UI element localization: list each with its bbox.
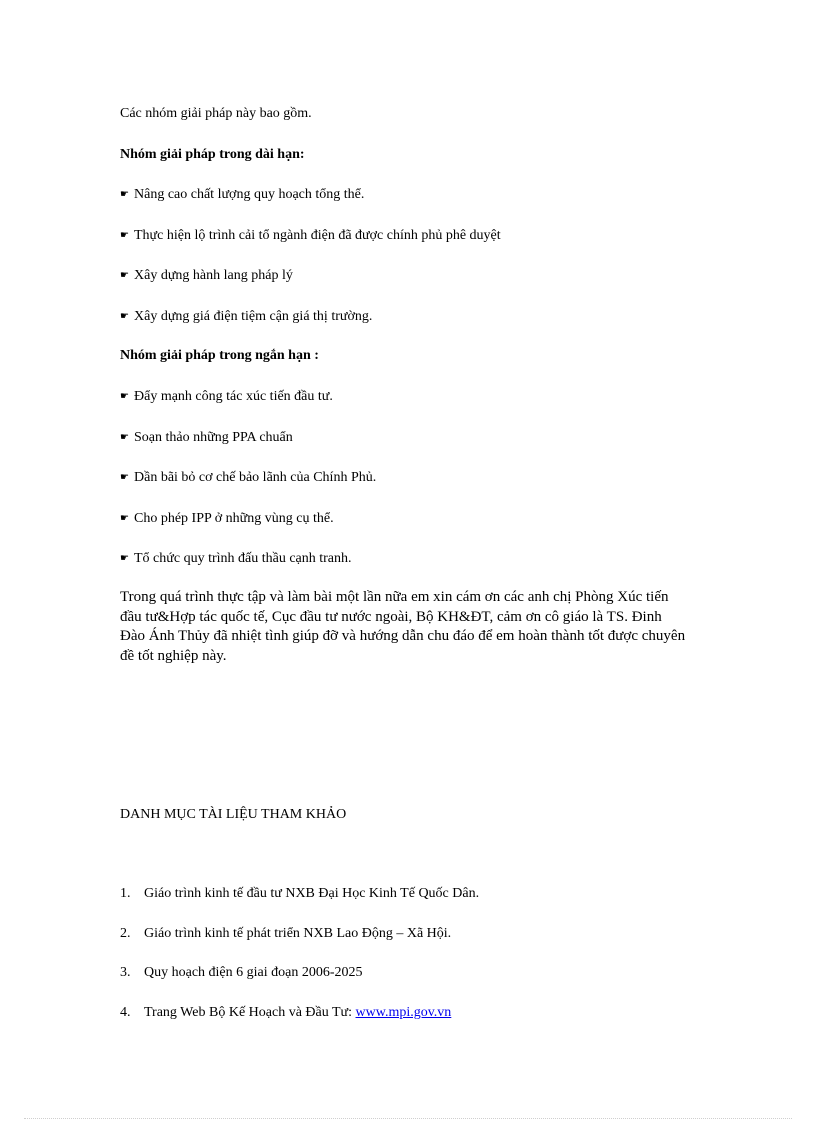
short-term-heading: Nhóm giải pháp trong ngắn hạn : [120,348,319,363]
list-item: ☛ Dần bãi bỏ cơ chế bảo lãnh của Chính Phủ. [120,470,377,485]
closing-paragraph: Trong quá trình thực tập và làm bài một lần nữa em xin cám ơn các anh chị Phòng Xúc tiến đầu tư&Hợp tác quốc tế, Cục đầu tư nước ngoài, Bộ KH&ĐT, cảm ơn cô giáo là TS. Đinh Đào Ánh Thủy đã nhiệt tình giúp đỡ và hướng dẫn chu đáo để em hoàn thành tốt được chuyên đề tốt nghiệp này. [120,589,686,664]
reference-item: 3. Quy hoạch điện 6 giai đoạn 2006-2025 [120,965,363,980]
page-bottom-rule [24,1118,792,1119]
list-item: ☛ Xây dựng giá điện tiệm cận giá thị trường. [120,309,373,324]
list-item: ☛ Thực hiện lộ trình cải tổ ngành điện đã được chính phủ phê duyệt [120,228,501,243]
hand-pointer-icon: ☛ [120,472,129,483]
reference-item: 2. Giáo trình kinh tế phát triển NXB Lao Động – Xã Hội. [120,926,452,941]
reference-item: 1. Giáo trình kinh tế đầu tư NXB Đại Học Kinh Tế Quốc Dân. [120,886,480,901]
hand-pointer-icon: ☛ [120,230,129,241]
list-item: ☛ Đẩy mạnh công tác xúc tiến đầu tư. [120,389,333,404]
hand-pointer-icon: ☛ [120,553,129,564]
list-item: ☛ Cho phép IPP ở những vùng cụ thể. [120,511,334,526]
hand-pointer-icon: ☛ [120,391,129,402]
reference-link[interactable]: www.mpi.gov.vn [355,1005,452,1020]
list-item: ☛ Tổ chức quy trình đấu thầu cạnh tranh. [120,551,352,566]
long-term-heading: Nhóm giải pháp trong dài hạn: [120,147,305,162]
hand-pointer-icon: ☛ [120,189,129,200]
hand-pointer-icon: ☛ [120,432,129,443]
list-item: ☛ Soạn thảo những PPA chuẩn [120,430,293,445]
hand-pointer-icon: ☛ [120,513,129,524]
hand-pointer-icon: ☛ [120,311,129,322]
intro-text: Các nhóm giải pháp này bao gồm. [120,106,312,121]
list-item: ☛ Nâng cao chất lượng quy hoạch tổng thể. [120,187,365,202]
hand-pointer-icon: ☛ [120,270,129,281]
reference-item: 4. Trang Web Bộ Kế Hoạch và Đầu Tư: www.mpi.gov.vn [120,1005,452,1020]
list-item: ☛ Xây dựng hành lang pháp lý [120,268,293,283]
references-heading: DANH MỤC TÀI LIỆU THAM KHẢO [120,807,347,822]
